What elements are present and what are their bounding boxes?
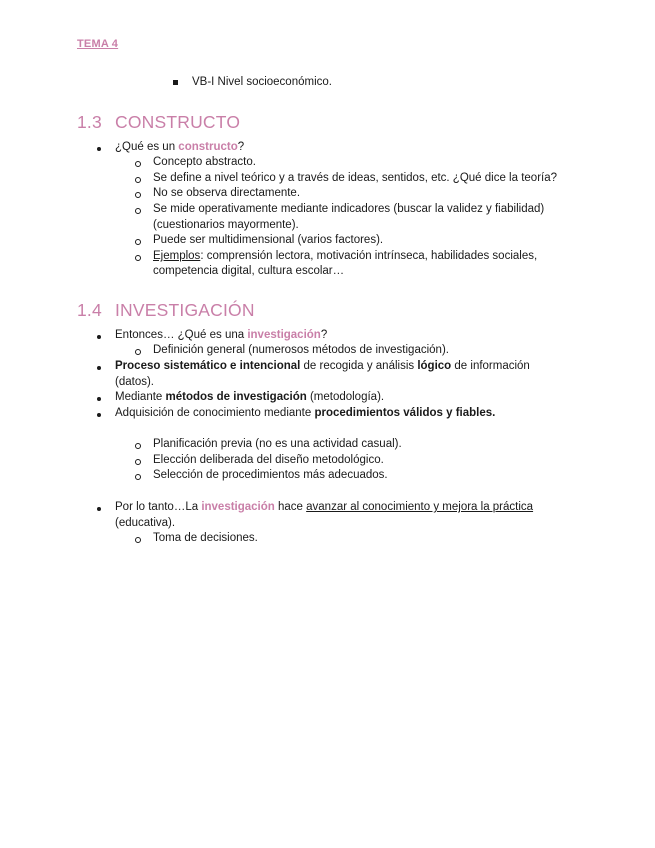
bullet-icon — [97, 397, 101, 401]
ejemplos-item — [153, 249, 537, 265]
intro-item-text: VB-I Nivel socioeconómico. — [192, 76, 332, 88]
circle-bullet-icon — [135, 443, 141, 449]
section-number: 1.3 — [77, 112, 102, 132]
text: de recogida y análisis — [300, 360, 418, 372]
list-item: Se mide operativamente mediante indicadores (buscar la validez y fiabilidad) — [153, 203, 545, 215]
circle-bullet-icon — [135, 208, 141, 214]
bold-text: Proceso sistemático e intencional — [115, 360, 301, 372]
list-item: No se observa directamente. — [153, 187, 301, 199]
list-item: Concepto abstracto. — [153, 156, 256, 168]
circle-bullet-icon — [135, 349, 141, 355]
bullet-icon — [97, 507, 101, 511]
question-mark: ? — [237, 141, 245, 153]
bold-text: lógico — [417, 360, 452, 372]
list-item: Elección deliberada del diseño metodológico. — [153, 454, 384, 466]
text: Mediante — [115, 391, 166, 403]
highlight-term: investigación — [247, 329, 321, 341]
circle-bullet-icon — [135, 474, 141, 480]
mediante-item — [115, 390, 384, 406]
question-mark: ? — [320, 329, 328, 341]
square-bullet-icon — [173, 80, 178, 85]
bullet-icon — [97, 335, 101, 339]
highlight-term: investigación — [201, 501, 275, 513]
text: hace — [274, 501, 307, 513]
list-item: Se define a nivel teórico y a través de ideas, sentidos, etc. ¿Qué dice la teoría? — [153, 172, 558, 184]
section-title: CONSTRUCTO — [115, 112, 241, 132]
bold-text: métodos de investigación — [165, 391, 307, 403]
list-item: Selección de procedimientos más adecuados. — [153, 469, 388, 481]
bullet-icon — [97, 413, 101, 417]
list-item-continuation: (cuestionarios mayormente). — [153, 219, 299, 231]
text: de información — [451, 360, 530, 372]
adquisicion-item — [115, 406, 495, 422]
text: (metodología). — [306, 391, 385, 403]
bold-text: procedimientos válidos y fiables. — [314, 407, 496, 419]
bullet-icon — [97, 147, 101, 151]
list-item: Toma de decisiones. — [153, 532, 258, 544]
proceso-item — [115, 359, 530, 375]
text: Por lo tanto…La — [115, 501, 202, 513]
question-text: Entonces… ¿Qué es una — [115, 329, 248, 341]
circle-bullet-icon — [135, 537, 141, 543]
underlined-text: avanzar al conocimiento y mejora la práctica — [306, 501, 534, 513]
circle-bullet-icon — [135, 255, 141, 261]
section-heading-constructo — [77, 112, 240, 133]
proceso-continuation: (datos). — [115, 376, 154, 388]
por-lo-tanto-continuation: (educativa). — [115, 517, 176, 529]
header-tag: TEMA 4 — [77, 38, 119, 50]
list-item: Puede ser multidimensional (varios factores). — [153, 234, 384, 246]
section-heading-investigacion — [77, 300, 255, 321]
intro-item — [173, 76, 332, 88]
circle-bullet-icon — [135, 239, 141, 245]
question-constructo — [115, 140, 244, 156]
section-title: INVESTIGACIÓN — [115, 300, 255, 320]
circle-bullet-icon — [135, 161, 141, 167]
circle-bullet-icon — [135, 459, 141, 465]
list-item: Definición general (numerosos métodos de investigación). — [153, 344, 449, 356]
question-investigacion — [115, 328, 327, 344]
ejemplos-text: : comprensión lectora, motivación intrínseca, habilidades sociales, — [200, 250, 538, 262]
bullet-icon — [97, 366, 101, 370]
por-lo-tanto-item — [115, 500, 533, 516]
highlight-term: constructo — [178, 141, 238, 153]
section-number: 1.4 — [77, 300, 102, 320]
list-item: Planificación previa (no es una actividad casual). — [153, 438, 402, 450]
ejemplos-label: Ejemplos — [153, 250, 201, 262]
ejemplos-continuation: competencia digital, cultura escolar… — [153, 265, 345, 277]
question-text: ¿Qué es un — [115, 141, 179, 153]
text: Adquisición de conocimiento mediante — [115, 407, 315, 419]
circle-bullet-icon — [135, 177, 141, 183]
circle-bullet-icon — [135, 192, 141, 198]
